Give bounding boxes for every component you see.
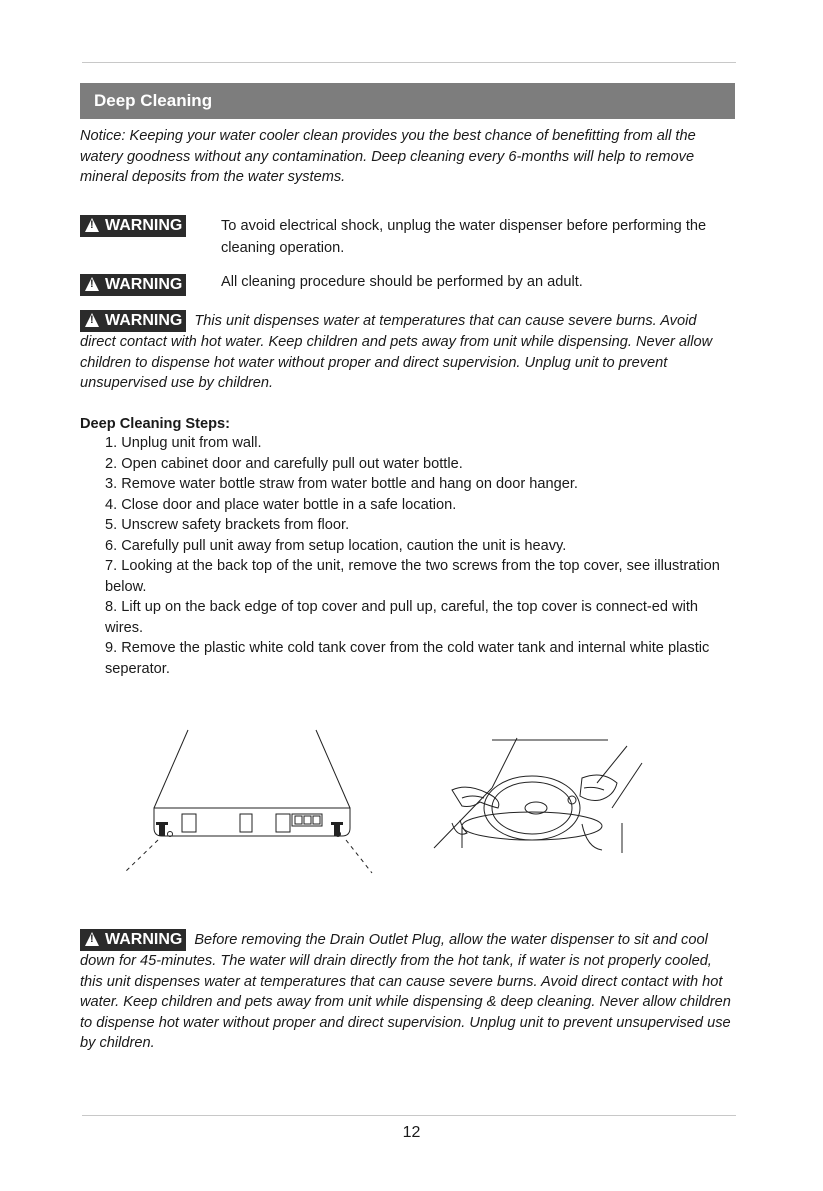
warning-text-3: This unit dispenses water at temperatures that can cause severe burns. Avoid direct contact with hot water. Keep children and pets away from unit while dispensing. Never allow children to dispense hot water without proper and direct supervision. Unplug unit to prevent unsupervised use by children. xyxy=(80,313,713,391)
warning-badge-2: !WARNING xyxy=(80,274,186,296)
bottom-rule xyxy=(82,1115,736,1116)
warning-badge-4: !WARNING xyxy=(80,929,186,951)
steps-title: Deep Cleaning Steps: xyxy=(80,416,231,432)
list-item: 7. Looking at the back top of the unit, remove the two screws from the top cover, see illustration below. xyxy=(105,558,720,595)
list-item: 8. Lift up on the back edge of top cover and pull up, careful, the top cover is connect-ed with wires. xyxy=(105,599,699,636)
warning-triangle-icon xyxy=(85,313,99,327)
list-item: 5. Unscrew safety brackets from floor. xyxy=(105,517,350,533)
list-item: 1. Unplug unit from wall. xyxy=(105,435,262,451)
notice-paragraph: Notice: Keeping your water cooler clean provides you the best chance of benefitting from all the watery goodness without any contamination. Deep cleaning every 6-months will help to remove mineral deposits from the water systems. xyxy=(80,128,696,185)
warning-triangle-icon xyxy=(85,218,99,232)
section-title: Deep Cleaning xyxy=(80,83,735,119)
bottom-warning-text: Before removing the Drain Outlet Plug, allow the water dispenser to sit and cool down for 45-minutes. The water will drain directly from the hot tank, if water is not properly cooled, this unit dispenses water at temperatures that can cause severe burns. Avoid direct contact with hot water. Keep children and pets away from unit while dispensing & deep cleaning. Never allow children to dispense hot water without proper and direct supervision. Unplug unit to prevent unsupervised use by children. xyxy=(80,932,731,1051)
page-number: 12 xyxy=(402,1124,421,1141)
warning-badge-3: !WARNING xyxy=(80,310,186,332)
warning-paragraph-3 xyxy=(80,310,736,394)
screw-icon xyxy=(331,822,343,836)
top-rule xyxy=(82,62,736,63)
warning-text-2: All cleaning procedure should be performed by an adult. xyxy=(221,274,583,290)
list-item: 4. Close door and place water bottle in a safe location. xyxy=(105,496,457,513)
list-item: 6. Carefully pull unit away from setup location, caution the unit is heavy. xyxy=(105,537,567,554)
list-item: 2. Open cabinet door and carefully pull out water bottle. xyxy=(105,455,463,472)
warning-text-1: To avoid electrical shock, unplug the water dispenser before performing the cleaning operation. xyxy=(221,218,707,256)
warning-triangle-icon xyxy=(85,932,99,946)
tank-cover-illustration xyxy=(432,728,652,858)
back-cover-illustration xyxy=(118,728,378,878)
bottom-warning-paragraph xyxy=(80,929,736,1054)
list-item: 9. Remove the plastic white cold tank cover from the cold water tank and internal white plastic seperator. xyxy=(105,640,710,677)
list-item: 3. Remove water bottle straw from water bottle and hang on door hanger. xyxy=(105,476,578,492)
warning-badge-1: !WARNING xyxy=(80,215,186,237)
steps-list xyxy=(105,433,725,679)
warning-triangle-icon xyxy=(85,277,99,291)
screw-icon xyxy=(156,822,168,836)
